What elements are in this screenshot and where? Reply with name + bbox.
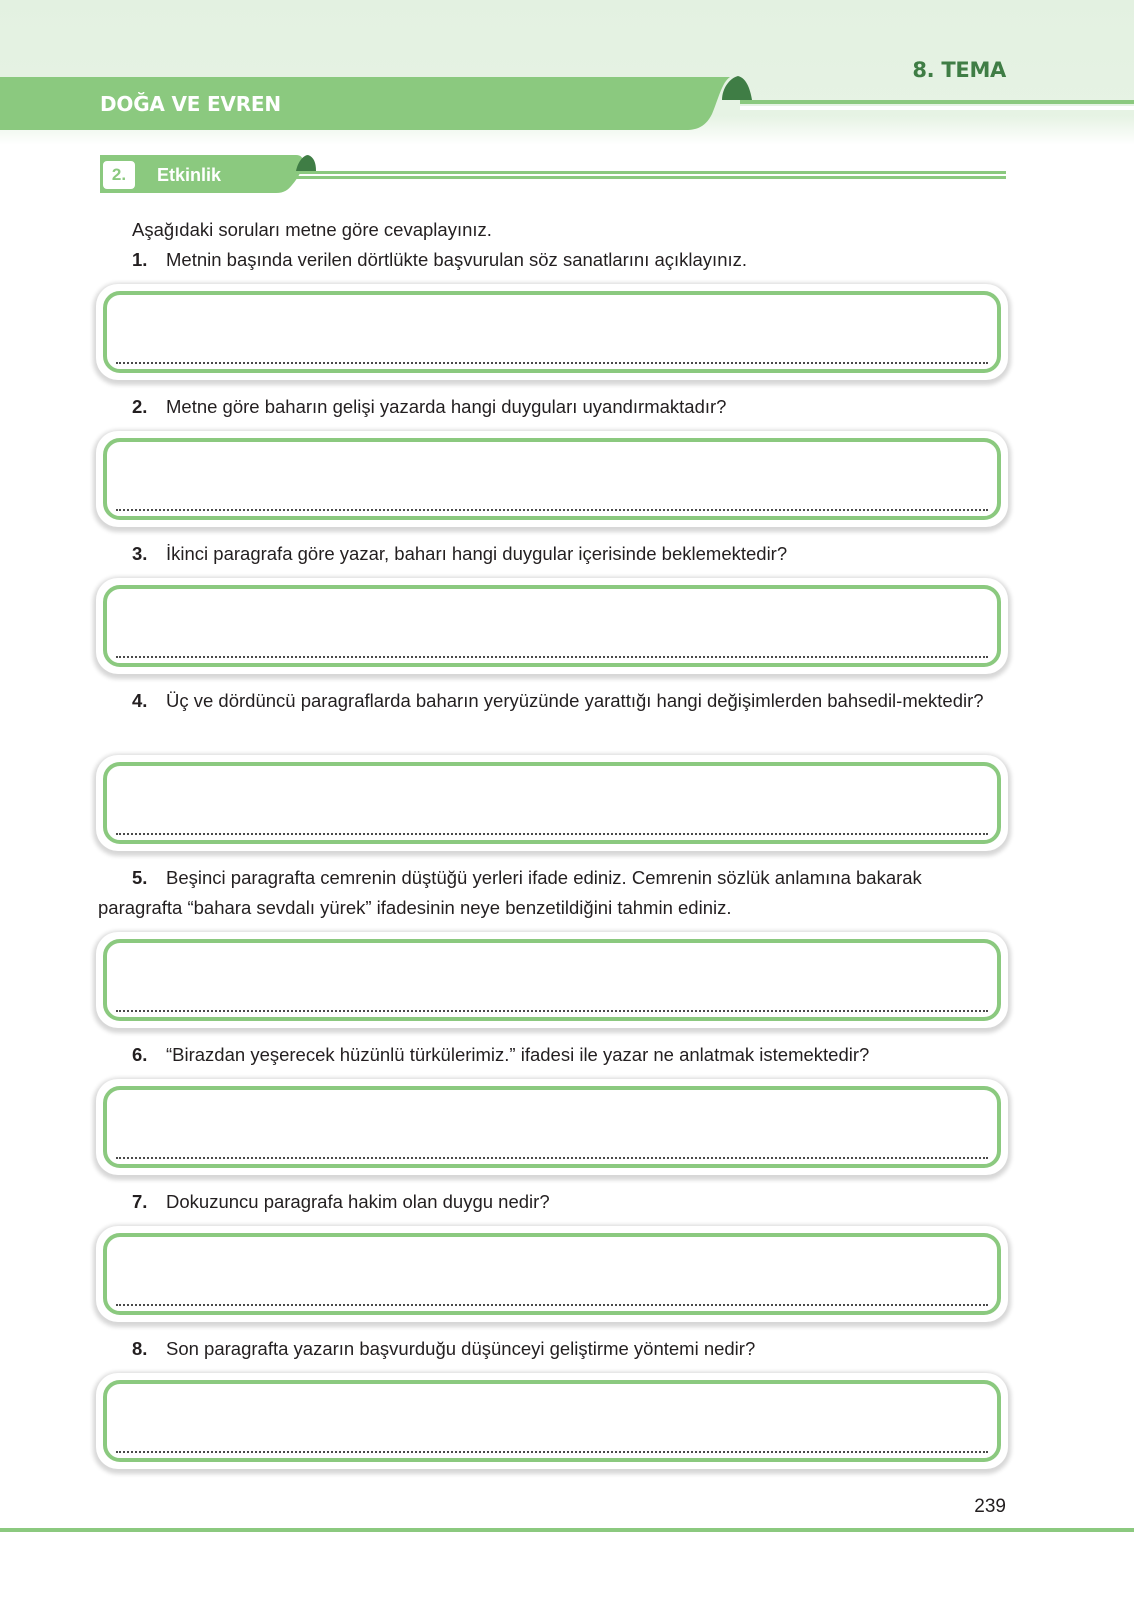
answer-line	[116, 509, 988, 511]
question-7	[98, 1187, 998, 1217]
question-number: 2.	[132, 396, 148, 417]
activity-label: Etkinlik	[157, 165, 222, 185]
answer-box-5[interactable]	[96, 932, 1008, 1028]
question-text: Metne göre baharın gelişi yazarda hangi duyguları uyandırmaktadır?	[166, 396, 727, 417]
answer-box-2[interactable]	[96, 431, 1008, 527]
answer-line	[116, 1451, 988, 1453]
answer-frame	[103, 939, 1001, 1021]
answer-line	[116, 1304, 988, 1306]
footer-rule	[0, 1528, 1134, 1532]
answer-frame	[103, 585, 1001, 667]
question-5	[98, 863, 998, 923]
section-title: DOĞA VE EVREN	[100, 92, 281, 116]
answer-box-1[interactable]	[96, 284, 1008, 380]
question-2	[98, 392, 998, 422]
answer-line	[116, 1157, 988, 1159]
answer-line	[116, 656, 988, 658]
answer-line	[116, 362, 988, 364]
answer-frame	[103, 762, 1001, 844]
answer-frame	[103, 291, 1001, 373]
answer-box-6[interactable]	[96, 1079, 1008, 1175]
question-text: Üç ve dördüncü paragraflarda baharın yeryüzünde yarattığı hangi değişimlerden bahsedil-mektedir?	[166, 690, 984, 711]
instructions: Aşağıdaki soruları metne göre cevaplayınız.	[132, 219, 492, 240]
question-number: 6.	[132, 1044, 148, 1065]
answer-frame	[103, 1233, 1001, 1315]
answer-box-4[interactable]	[96, 755, 1008, 851]
theme-label: 8. TEMA	[912, 58, 1006, 82]
answer-box-7[interactable]	[96, 1226, 1008, 1322]
question-4	[98, 686, 998, 716]
question-number: 3.	[132, 543, 148, 564]
answer-frame	[103, 1380, 1001, 1462]
question-number: 1.	[132, 249, 148, 270]
question-3	[98, 539, 998, 569]
answer-line	[116, 1010, 988, 1012]
activity-header-bar	[96, 155, 1006, 195]
question-text: “Birazdan yeşerecek hüzünlü türkülerimiz.” ifadesi ile yazar ne anlatmak istemektedir?	[166, 1044, 870, 1065]
question-number: 4.	[132, 690, 148, 711]
question-number: 7.	[132, 1191, 148, 1212]
question-text: Dokuzuncu paragrafa hakim olan duygu nedir?	[166, 1191, 550, 1212]
answer-frame	[103, 438, 1001, 520]
question-text: İkinci paragrafa göre yazar, baharı hangi duygular içerisinde beklemektedir?	[166, 543, 788, 564]
page-number: 239	[974, 1496, 1006, 1517]
answer-line	[116, 833, 988, 835]
answer-box-8[interactable]	[96, 1373, 1008, 1469]
question-text: Beşinci paragrafta cemrenin düştüğü yerleri ifade ediniz. Cemrenin sözlük anlamına bakarak paragrafta “bahara sevdalı yürek” ifadesinin neye benzetildiğini tahmin ediniz.	[98, 867, 922, 918]
question-1	[98, 245, 998, 275]
answer-frame	[103, 1086, 1001, 1168]
question-number: 5.	[132, 867, 148, 888]
question-text: Metnin başında verilen dörtlükte başvurulan söz sanatlarını açıklayınız.	[166, 249, 748, 270]
question-number: 8.	[132, 1338, 148, 1359]
activity-number: 2.	[100, 158, 138, 192]
question-8	[98, 1334, 998, 1364]
answer-box-3[interactable]	[96, 578, 1008, 674]
question-text: Son paragrafta yazarın başvurduğu düşünceyi geliştirme yöntemi nedir?	[166, 1338, 756, 1359]
question-6	[98, 1040, 998, 1070]
